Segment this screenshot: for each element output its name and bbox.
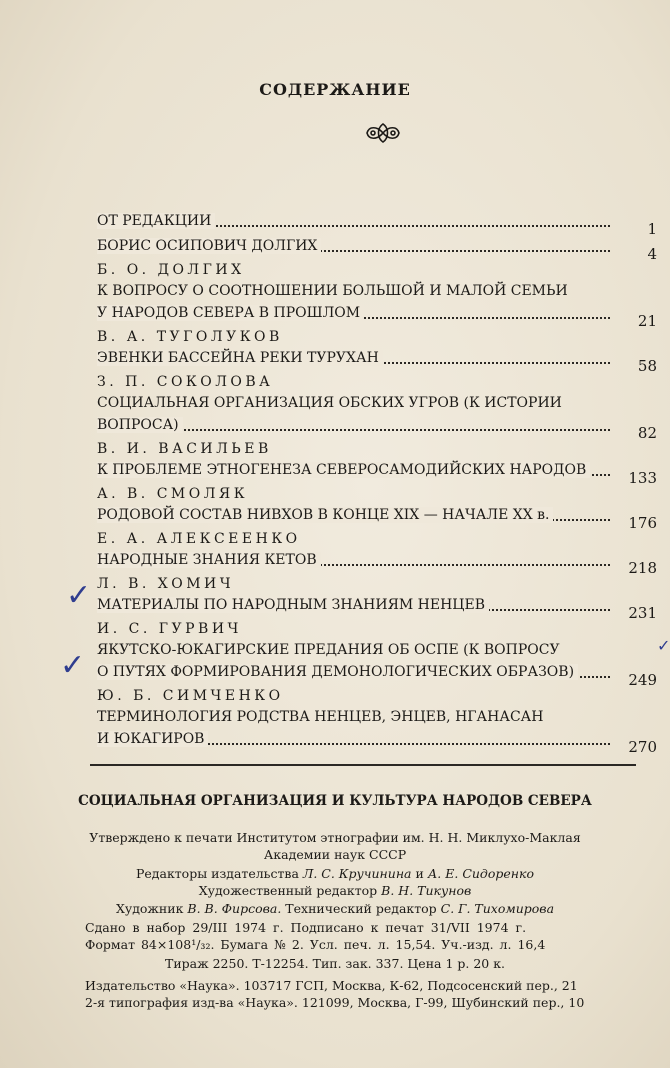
imprint-editors: Редакторы издательства Л. С. Кручинина и А. Е. Сидоренко — [136, 866, 534, 881]
toc-page-number: 58 — [637, 357, 657, 375]
imprint-art-editor: Художественный редактор В. Н. Тикунов — [198, 883, 472, 898]
toc-entry — [97, 327, 657, 375]
imprint-print-data: Формат 84×108¹/₃₂. Бумага № 2. Усл. печ. л. 15,54. Уч.-изд. л. 16,4 — [85, 937, 546, 952]
imprint-print-data: Тираж 2250. Т-12254. Тип. зак. 337. Цена 1 р. 20 к. — [164, 956, 505, 971]
toc-entry — [97, 260, 657, 330]
toc-entry-title: У НАРОДОВ СЕВЕРА В ПРОШЛОМ — [97, 305, 364, 321]
toc-page-number: 249 — [628, 671, 657, 689]
toc-entry-title: ЯКУТСКО-ЮКАГИРСКИЕ ПРЕДАНИЯ ОБ ОСПЕ (К ВОПРОСУ — [97, 642, 560, 658]
toc-page-number: 133 — [628, 469, 657, 487]
toc-page-number: 21 — [637, 312, 657, 330]
toc-entry-title: МАТЕРИАЛЫ ПО НАРОДНЫМ ЗНАНИЯМ НЕНЦЕВ — [97, 597, 489, 613]
toc-entry-title: О ПУТЯХ ФОРМИРОВАНИЯ ДЕМОНОЛОГИЧЕСКИХ ОБРАЗОВ) — [97, 664, 578, 680]
toc-entry — [97, 210, 657, 238]
toc-entry-title: К ПРОБЛЕМЕ ЭТНОГЕНЕЗА СЕВЕРОСАМОДИЙСКИХ НАРОДОВ — [97, 462, 590, 478]
toc-author: В. А. ТУГОЛУКОВ — [97, 329, 283, 345]
imprint-approved: Утверждено к печати Институтом этнографии им. Н. Н. Миклухо-Маклая — [89, 830, 581, 845]
toc-entry — [97, 484, 657, 532]
toc-entry — [97, 574, 657, 622]
toc-author: Е. А. АЛЕКСЕЕНКО — [97, 531, 301, 547]
check-mark-icon: ✓ — [60, 648, 86, 683]
toc-author: З. П. СОКОЛОВА — [97, 374, 274, 390]
toc-entry-title: ТЕРМИНОЛОГИЯ РОДСТВА НЕНЦЕВ, ЭНЦЕВ, НГАНАСАН — [97, 709, 544, 725]
check-mark-icon: ✓ — [66, 578, 92, 613]
toc-author: Б. О. ДОЛГИХ — [97, 262, 245, 278]
toc-entry-title: НАРОДНЫЕ ЗНАНИЯ КЕТОВ — [97, 552, 321, 568]
toc-entry-title: ОТ РЕДАКЦИИ — [97, 213, 215, 229]
toc-entry-title: БОРИС ОСИПОВИЧ ДОЛГИХ — [97, 238, 321, 254]
check-mark-icon: ✓ — [657, 636, 670, 655]
page-title: СОДЕРЖАНИЕ — [259, 80, 411, 99]
imprint-publisher: Издательство «Наука». 103717 ГСП, Москва, К-62, Подсосенский пер., 21 — [85, 978, 578, 993]
toc-entry — [97, 619, 657, 689]
toc-author: Л. В. ХОМИЧ — [97, 576, 235, 592]
toc-entry-title: И ЮКАГИРОВ — [97, 731, 208, 747]
toc-entry — [97, 439, 657, 487]
toc-entry-title: К ВОПРОСУ О СООТНОШЕНИИ БОЛЬШОЙ И МАЛОЙ СЕМЬИ — [97, 283, 568, 299]
imprint-print-data: Сдано в набор 29/III 1974 г. Подписано к печат 31/VII 1974 г. — [85, 920, 527, 935]
toc-entry-title: РОДОВОЙ СОСТАВ НИВХОВ В КОНЦЕ XIX — НАЧАЛЕ XX в. — [97, 507, 553, 523]
divider — [90, 764, 636, 766]
toc-entry — [97, 235, 657, 263]
toc-page-number: 82 — [637, 424, 657, 442]
imprint-printer: 2-я типография изд-ва «Наука». 121099, Москва, Г-99, Шубинский пер., 10 — [85, 995, 585, 1010]
toc-page-number: 4 — [647, 245, 657, 263]
imprint-title: СОЦИАЛЬНАЯ ОРГАНИЗАЦИЯ И КУЛЬТУРА НАРОДОВ СЕВЕРА — [78, 793, 592, 809]
toc-entry — [97, 372, 657, 442]
toc-author: Ю. Б. СИМЧЕНКО — [97, 688, 284, 704]
toc-page-number: 1 — [647, 220, 657, 238]
toc-page-number: 218 — [628, 559, 657, 577]
toc-page-number: 270 — [628, 738, 657, 756]
toc-author: И. С. ГУРВИЧ — [97, 621, 242, 637]
toc-page-number: 176 — [628, 514, 657, 532]
toc-entry — [97, 529, 657, 577]
ornament-icon — [363, 122, 403, 144]
toc-entry — [97, 686, 657, 756]
toc-author: В. И. ВАСИЛЬЕВ — [97, 441, 272, 457]
toc-author: А. В. СМОЛЯК — [97, 486, 249, 502]
imprint-artist: Художник В. В. Фирсова. Технический редактор С. Г. Тихомирова — [115, 901, 555, 916]
imprint-approved: Академии наук СССР — [263, 847, 407, 862]
toc-page-number: 231 — [628, 604, 657, 622]
toc-entry-title: ВОПРОСА) — [97, 417, 183, 433]
toc-entry-title: СОЦИАЛЬНАЯ ОРГАНИЗАЦИЯ ОБСКИХ УГРОВ (К ИСТОРИИ — [97, 395, 562, 411]
toc-entry-title: ЭВЕНКИ БАССЕЙНА РЕКИ ТУРУХАН — [97, 350, 383, 366]
table-of-contents — [97, 210, 657, 756]
